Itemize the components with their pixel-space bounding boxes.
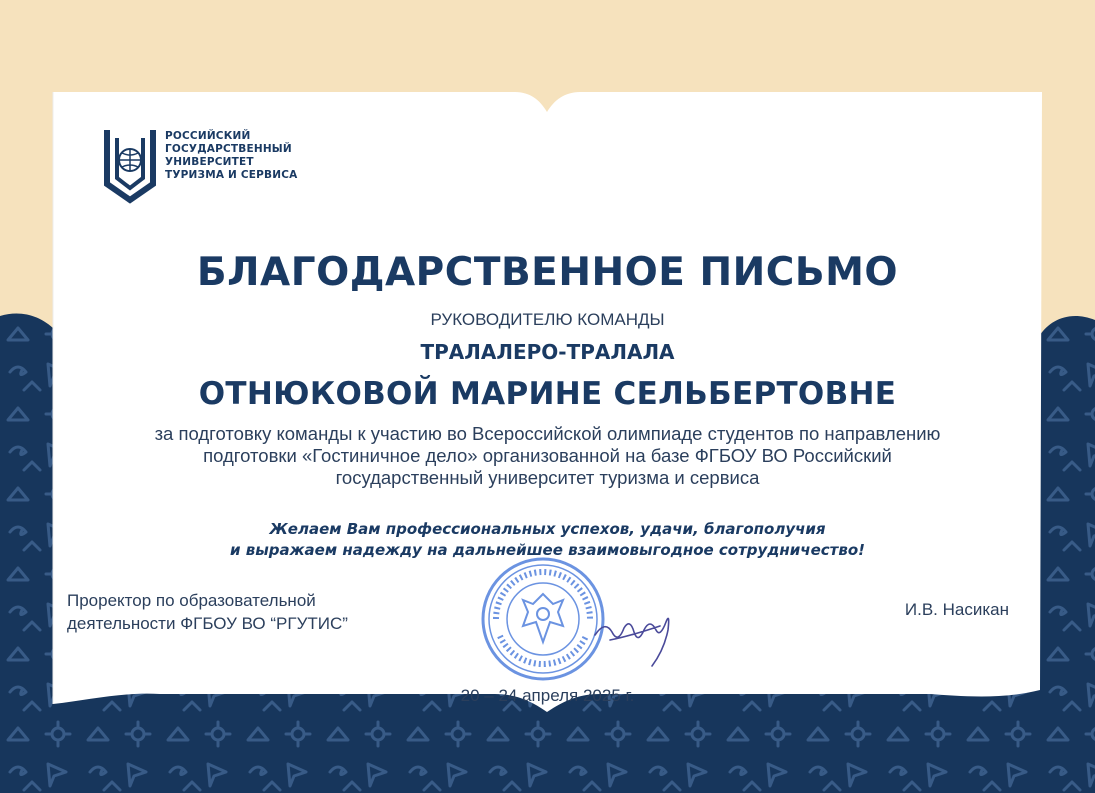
university-emblem-icon [103,126,157,204]
role-line: Проректор по образовательной [67,591,316,610]
reason-line: за подготовку команды к участию во Всероссийской олимпиаде студентов по направлению [154,423,941,444]
university-name [165,130,297,182]
reason-line: подготовки «Гостиничное дело» организованной на базе ФГБОУ ВО Российский [203,445,892,466]
signatory-role [67,589,348,635]
reason-line: государственный университет туризма и сервиса [335,467,760,488]
wish-line: Желаем Вам профессиональных успехов, удачи, благополучия [269,520,826,538]
reason-text [0,423,1095,489]
official-stamp-icon [478,554,608,684]
letter-title: БЛАГОДАРСТВЕННОЕ ПИСЬМО [196,250,899,295]
recipient-name: ОТНЮКОВОЙ МАРИНЕ СЕЛЬБЕРТОВНЕ [198,376,897,412]
signatory-name: И.В. Насикан [904,600,1009,619]
logo-line: РОССИЙСКИЙ [165,130,251,142]
logo-line: ГОСУДАРСТВЕННЫЙ [165,143,292,155]
logo-line: УНИВЕРСИТЕТ [165,156,254,168]
logo-line: ТУРИЗМА И СЕРВИСА [165,169,298,181]
event-dates: 20 – 24 апреля 2025 г. [460,686,635,705]
letter-subtitle: РУКОВОДИТЕЛЮ КОМАНДЫ [430,310,665,329]
wish-line: и выражаем надежду на дальнейшее взаимовыгодное сотрудничество! [229,541,865,559]
university-logo [103,126,323,206]
handwritten-signature [590,600,680,670]
team-name: ТРАЛАЛЕРО-ТРАЛАЛА [420,340,675,364]
role-line: деятельности ФГБОУ ВО “РГУТИС” [67,614,348,633]
